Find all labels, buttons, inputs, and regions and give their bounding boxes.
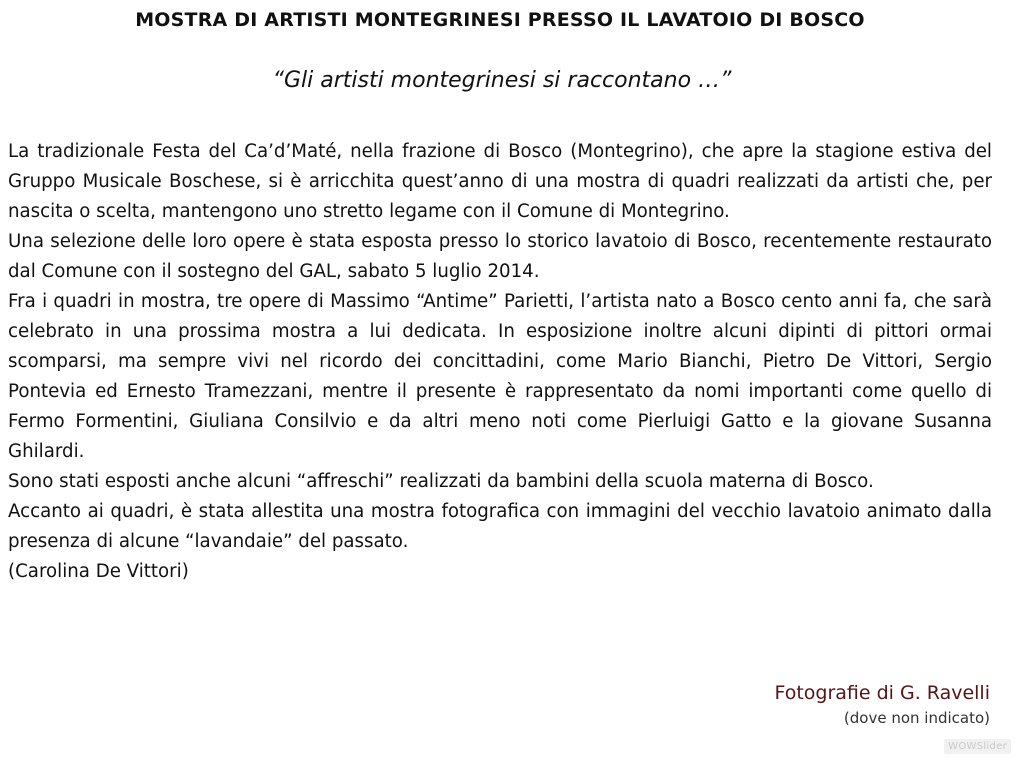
- paragraph-3: Fra i quadri in mostra, tre opere di Massimo “Antime” Parietti, l’artista nato a Bosco cento anni fa, che sarà celebrato in una prossima mostra a lui dedicata. In esposizione inoltre alcuni dipinti di pittori ormai scomparsi, ma sempre vivi nel ricordo dei concittadini, come Mario Bianchi, Pietro De Vittori, Sergio Pontevia ed Ernesto Tramezzani, mentre il presente è rappresentato da nomi importanti come quello di Fermo Formentini, Giuliana Consilvio e da altri meno noti come Pierluigi Gatto e la giovane Susanna Ghilardi.: [8, 291, 992, 462]
- document-heading: MOSTRA DI ARTISTI MONTEGRINESI PRESSO IL LAVATOIO DI BOSCO: [135, 9, 865, 31]
- document-body: [8, 137, 992, 587]
- paragraph-4: Sono stati esposti anche alcuni “affreschi” realizzati da bambini della scuola materna di Bosco.: [8, 471, 874, 492]
- photo-credit-note: (dove non indicato): [843, 709, 990, 727]
- paragraph-1: La tradizionale Festa del Ca’d’Maté, nella frazione di Bosco (Montegrino), che apre la stagione estiva del Gruppo Musicale Boschese, si è arricchita quest’anno di una mostra di quadri realizzati da artisti che, per nascita o scelta, mantengono uno stretto legame con il Comune di Montegrino.: [8, 141, 992, 222]
- author-signature: (Carolina De Vittori): [8, 561, 189, 582]
- photo-credit-name: Fotografie di G. Ravelli: [774, 682, 990, 704]
- photo-credit: [774, 680, 990, 730]
- paragraph-5: Accanto ai quadri, è stata allestita una mostra fotografica con immagini del vecchio lavatoio animato dalla presenza di alcune “lavandaie” del passato.: [8, 501, 992, 552]
- paragraph-2: Una selezione delle loro opere è stata esposta presso lo storico lavatoio di Bosco, recentemente restaurato dal Comune con il sostegno del GAL, sabato 5 luglio 2014.: [8, 231, 992, 282]
- document-subtitle: “Gli artisti montegrinesi si raccontano …”: [272, 68, 732, 93]
- wowslider-watermark-link[interactable]: WOWSlider: [944, 739, 1011, 754]
